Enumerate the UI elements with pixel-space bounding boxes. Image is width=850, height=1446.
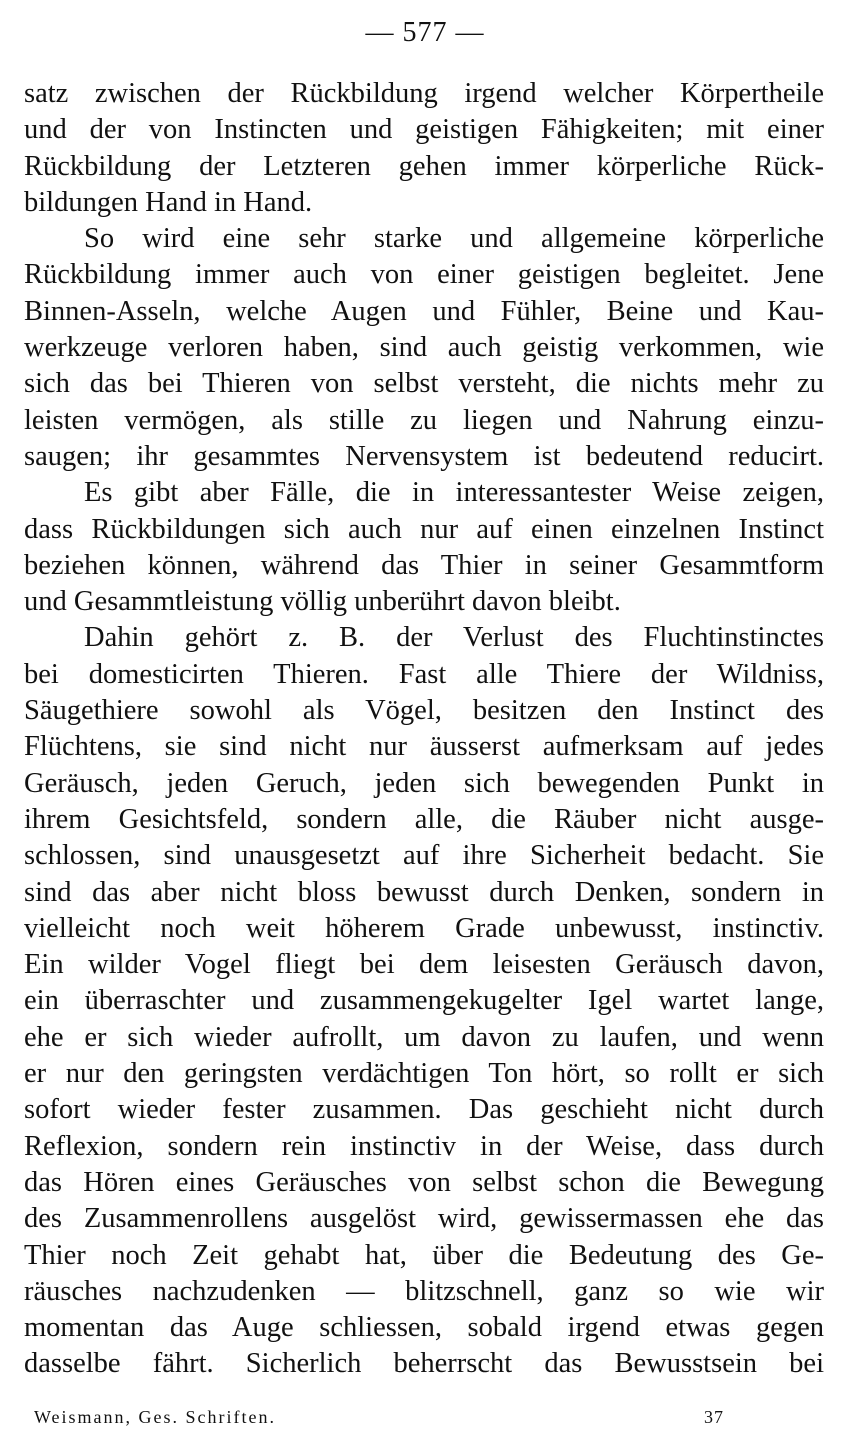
text-line: So wird eine sehr starke und allgemeine körperliche: [84, 223, 824, 255]
text-line: sofort wieder fester zusammen. Das geschieht nicht durch: [24, 1094, 824, 1126]
text-line: räusches nachzudenken — blitzschnell, ganz so wie wir: [24, 1275, 824, 1307]
text-line: Säugethiere sowohl als Vögel, besitzen den Instinct des: [24, 695, 824, 727]
body-text: [24, 76, 824, 1383]
text-line: bildungen Hand in Hand.: [24, 186, 313, 218]
text-line: satz zwischen der Rückbildung irgend welcher Körpertheile: [24, 78, 824, 109]
footer-author: Weismann, Ges. Schriften.: [34, 1407, 277, 1427]
text-line: sind das aber nicht bloss bewusst durch Denken, sondern in: [24, 876, 824, 908]
text-line: er nur den geringsten verdächtigen Ton hört, so rollt er sich: [24, 1058, 824, 1090]
page-number: — 577 —: [365, 17, 485, 48]
text-line: werkzeuge verloren haben, sind auch geistig verkommen, wie: [24, 332, 824, 364]
text-line: des Zusammenrollens ausgelöst wird, gewissermassen ehe das: [24, 1203, 824, 1235]
text-line: vielleicht noch weit höherem Grade unbewusst, instinctiv.: [24, 912, 824, 944]
text-line: schlossen, sind unausgesetzt auf ihre Sicherheit bedacht. Sie: [24, 840, 824, 872]
text-line: ihrem Gesichtsfeld, sondern alle, die Räuber nicht ausge-: [24, 803, 824, 835]
footer-signature-mark: 37: [704, 1407, 724, 1427]
page-footer: [34, 1404, 724, 1430]
text-line: dass Rückbildungen sich auch nur auf einen einzelnen Instinct: [24, 513, 824, 545]
text-line: Reflexion, sondern rein instinctiv in der Weise, dass durch: [24, 1130, 824, 1162]
text-line: Geräusch, jeden Geruch, jeden sich bewegenden Punkt in: [24, 767, 824, 799]
text-line: sich das bei Thieren von selbst versteht, die nichts mehr zu: [24, 368, 824, 400]
text-line: leisten vermögen, als stille zu liegen und Nahrung einzu-: [24, 404, 824, 436]
text-line: Dahin gehört z. B. der Verlust des Fluchtinstinctes: [84, 622, 824, 654]
text-line: beziehen können, während das Thier in seiner Gesammtform: [24, 549, 824, 581]
text-line: Rückbildung der Letzteren gehen immer körperliche Rück-: [24, 150, 824, 182]
text-line: momentan das Auge schliessen, sobald irgend etwas gegen: [24, 1312, 824, 1344]
text-line: das Hören eines Geräusches von selbst schon die Bewegung: [24, 1166, 824, 1198]
text-line: ehe er sich wieder aufrollt, um davon zu laufen, und wenn: [24, 1021, 824, 1053]
text-line: Es gibt aber Fälle, die in interessantester Weise zeigen,: [84, 477, 824, 509]
text-line: Flüchtens, sie sind nicht nur äusserst aufmerksam auf jedes: [24, 731, 824, 763]
text-line: ein überraschter und zusammengekugelter Igel wartet lange,: [24, 985, 824, 1017]
text-line: Thier noch Zeit gehabt hat, über die Bedeutung des Ge-: [24, 1239, 824, 1271]
text-line: Ein wilder Vogel fliegt bei dem leisesten Geräusch davon,: [24, 949, 824, 981]
text-line: und Gesammtleistung völlig unberührt davon bleibt.: [24, 586, 621, 618]
text-line: und der von Instincten und geistigen Fähigkeiten; mit einer: [24, 114, 824, 146]
text-line: dasselbe fährt. Sicherlich beherrscht das Bewusstsein bei: [24, 1348, 824, 1380]
text-line: bei domesticirten Thieren. Fast alle Thiere der Wildniss,: [24, 658, 824, 690]
text-line: saugen; ihr gesammtes Nervensystem ist bedeutend reducirt.: [24, 440, 824, 472]
text-line: Rückbildung immer auch von einer geistigen begleitet. Jene: [24, 259, 824, 291]
text-line: Binnen-Asseln, welche Augen und Fühler, Beine und Kau-: [24, 295, 824, 327]
